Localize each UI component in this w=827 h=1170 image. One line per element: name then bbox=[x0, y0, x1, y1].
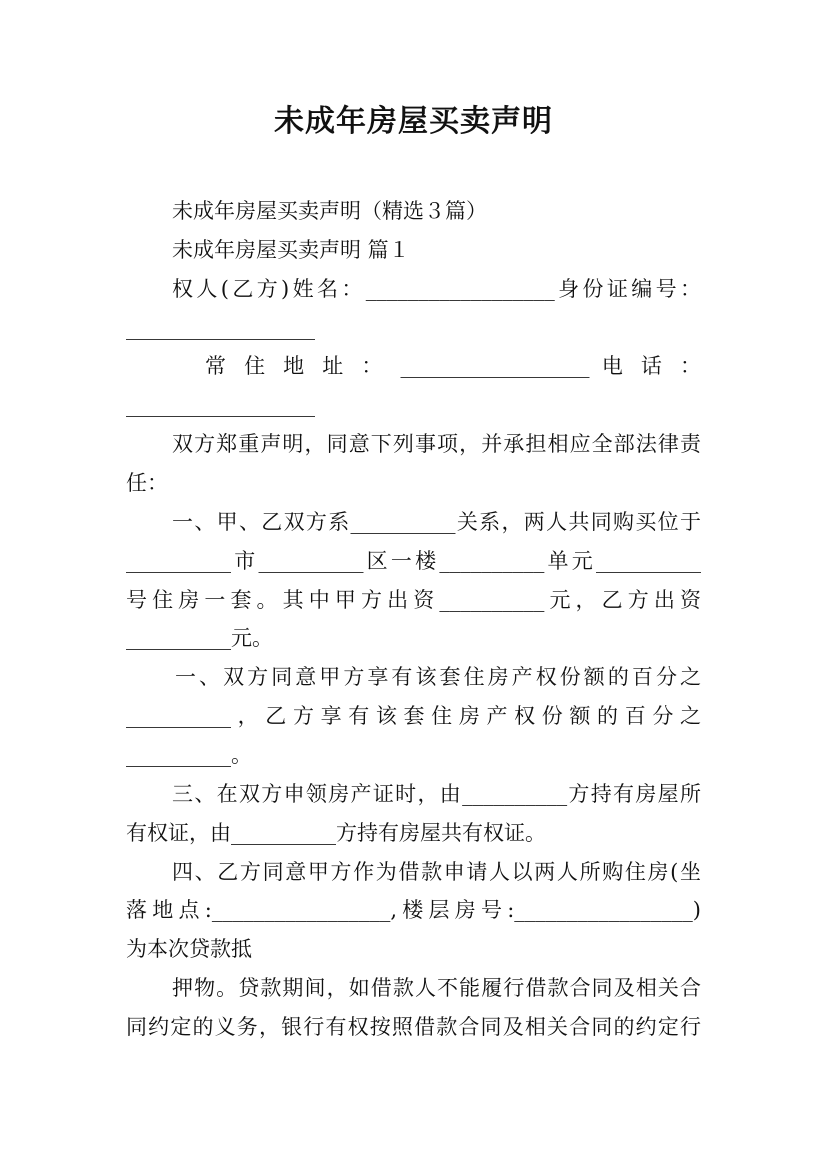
clause-4-line-1: 四、乙方同意甲方作为借款申请人以两人所购住房(坐 bbox=[172, 859, 701, 884]
document-subtitle: 未成年房屋买卖声明（精选３篇） bbox=[172, 199, 487, 223]
clause-4-line-3: 为本次贷款抵 bbox=[126, 937, 252, 962]
clause-1-line-2: __________市__________区一楼__________单元__________ bbox=[126, 548, 701, 573]
field-blank-id-number: __________________ bbox=[126, 315, 315, 340]
clause-2-line-2: __________，乙方享有该套住房产权份额的百分之 bbox=[126, 704, 701, 729]
clause-1-line-3: 号住房一套。其中甲方出资__________元，乙方出资 bbox=[126, 587, 701, 612]
clause-1-line-1: 一、甲、乙双方系__________关系，两人共同购买位于 bbox=[172, 509, 701, 534]
clause-3-line-1: 三、在双方申领房产证时，由__________方持有房屋所 bbox=[172, 781, 701, 806]
clause-4-line-5: 同约定的义务，银行有权按照借款合同及相关合同的约定行 bbox=[126, 1015, 701, 1040]
article-heading: 未成年房屋买卖声明 篇１ bbox=[172, 237, 410, 262]
clause-3-line-2: 有权证，由__________方持有房屋共有权证。 bbox=[126, 820, 546, 845]
page-title: 未成年房屋买卖声明 bbox=[274, 104, 553, 139]
clause-4-line-4: 押物。贷款期间，如借款人不能履行借款合同及相关合 bbox=[172, 976, 701, 1001]
clause-2-line-3: __________。 bbox=[126, 743, 252, 768]
clause-1-line-4: __________元。 bbox=[126, 626, 273, 651]
field-line-address-phone: 常 住 地 址 ： __________________ 电 话 ： bbox=[205, 354, 701, 379]
clause-4-line-2: 落地点:_________________,楼层房号:_________________) bbox=[126, 898, 701, 923]
field-blank-phone: __________________ bbox=[126, 393, 315, 418]
document-body bbox=[126, 192, 701, 1047]
field-line-name-id: 权人(乙方)姓名：__________________身份证编号： bbox=[172, 276, 701, 301]
clause-2-line-1: 一、双方同意甲方享有该套住房产权份额的百分之 bbox=[175, 665, 701, 690]
declaration-intro-line-1: 双方郑重声明，同意下列事项，并承担相应全部法律责 bbox=[172, 432, 701, 457]
declaration-intro-line-2: 任： bbox=[126, 471, 168, 496]
